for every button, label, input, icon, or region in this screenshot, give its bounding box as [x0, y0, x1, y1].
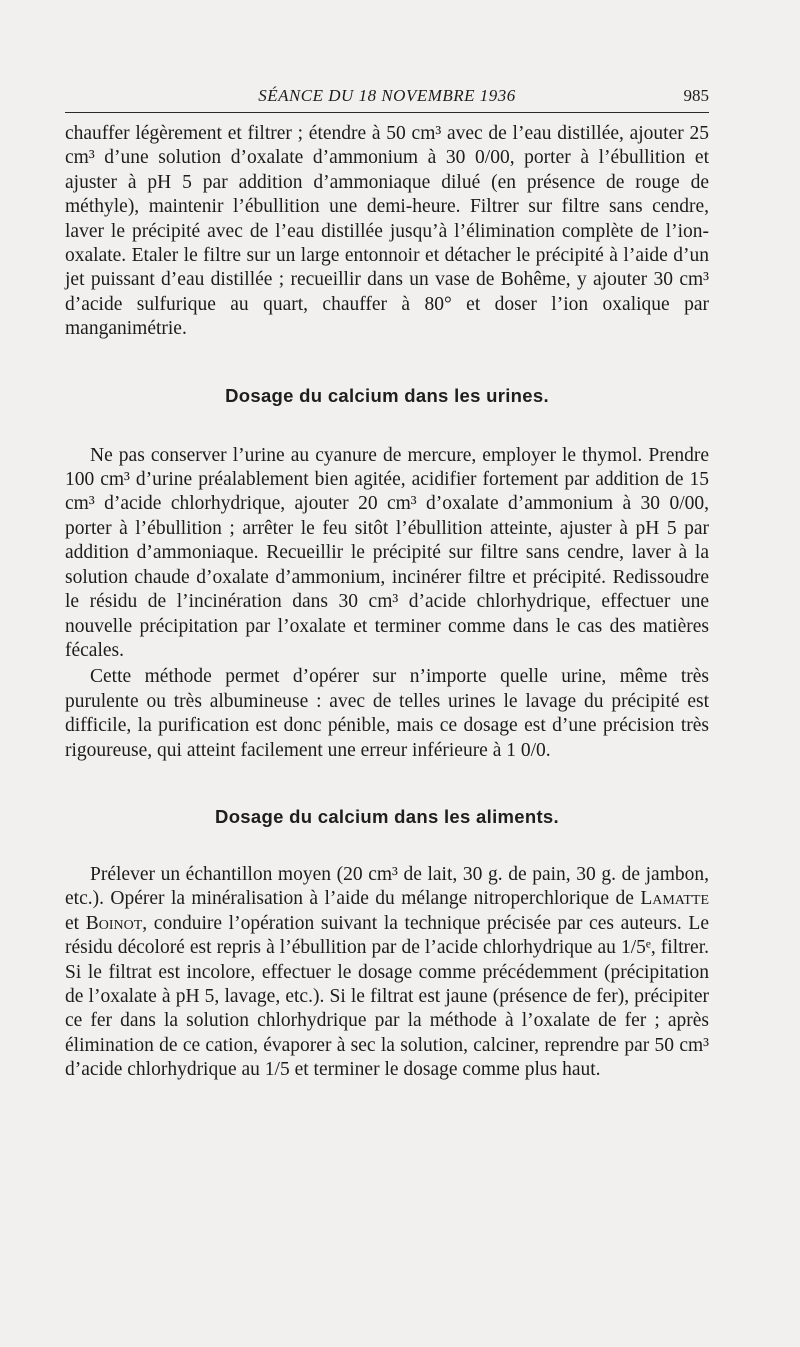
page-number: 985: [683, 86, 709, 105]
paragraph-urines-method: Ne pas conserver l’urine au cyanure de mercure, employer le thymol. Prendre 100 cm³ d’urine préalablement bien agitée, acidifier fortement par addition de 15 cm³ d’acide chlorhydrique, ajouter 20 cm³ d’oxalate d’ammonium à 30 0/00, porter à l’ébullition ; arrêter le feu sitôt l’ébullition atteinte, ajuster à pH 5 par addition d’ammoniaque. Recueillir le précipité sur filtre sans cendre, laver à la solution chaude d’oxalate d’ammonium, incinérer filtre et précipité. Redissoudre le résidu de l’incinération dans 30 cm³ d’acide chlorhydrique, effectuer une nouvelle précipitation par l’oxalate et terminer comme dans le cas des matières fécales.: [65, 444, 709, 661]
author-name-boinot: Boinot: [85, 912, 143, 934]
header-rule: [65, 112, 709, 113]
section-heading-aliments: Dosage du calcium dans les aliments.: [215, 805, 559, 827]
paragraph-text: Prélever un échantillon moyen (20 cm³ de lait, 30 g. de pain, 30 g. de jambon, etc.). Opérer la minéralisation à l’aide du mélange nitroperchlorique de: [65, 863, 709, 910]
paragraph-text: , conduire l’opération suivant la technique précisée par ces auteurs. Le résidu décoloré est repris à l’ébullition par de l’acide chlorhydrique au 1/5ᵉ, filtrer. Si le filtrat est incolore, effectuer le dosage comme précédemment (précipitation de l’oxalate à pH 5, lavage, etc.). Si le filtrat est jaune (présence de fer), précipiter ce fer dans la solution chlorhydrique par la méthode à l’oxalate de fer ; après élimination de ce cation, évaporer à sec la solution, calciner, reprendre par 50 cm³ d’acide chlorhydrique au 1/5 et terminer le dosage comme plus haut.: [65, 912, 709, 1081]
page-body: [65, 122, 709, 1083]
header-title: SÉANCE DU 18 NOVEMBRE 1936: [258, 86, 516, 105]
paragraph-text: et: [65, 912, 86, 934]
paragraph-urines-notes: Cette méthode permet d’opérer sur n’importe quelle urine, même très purulente ou très albumineuse : avec de telles urines le lavage du précipité est difficile, la purification est donc pénible, mais ce dosage est d’une précision très rigoureuse, qui atteint facilement une erreur inférieure à 1 0/0.: [65, 666, 709, 761]
author-name-lamatte: Lamatte: [640, 888, 709, 910]
section-heading-urines: Dosage du calcium dans les urines.: [225, 384, 549, 406]
running-header: [65, 82, 709, 110]
paragraph-continuation: chauffer légèrement et filtrer ; étendre à 50 cm³ avec de l’eau distillée, ajouter 25 cm³ d’une solution d’oxalate d’ammonium à 30 0/00, porter à l’ébullition et ajuster à pH 5 par addition d’ammoniaque dilué (en présence de rouge de méthyle), maintenir l’ébullition une demi-heure. Filtrer sur filtre sans cendre, laver le précipité avec de l’eau distillée jusqu’à l’élimination complète de l’ion-oxalate. Etaler le filtre sur un large entonnoir et détacher le précipité à l’aide d’un jet puissant d’eau distillée ; recueillir dans un vase de Bohême, y ajouter 30 cm³ d’acide sulfurique au quart, chauffer à 80° et doser l’ion oxalique par manganimétrie.: [65, 123, 709, 340]
paragraph-aliments-method: [65, 863, 709, 1083]
